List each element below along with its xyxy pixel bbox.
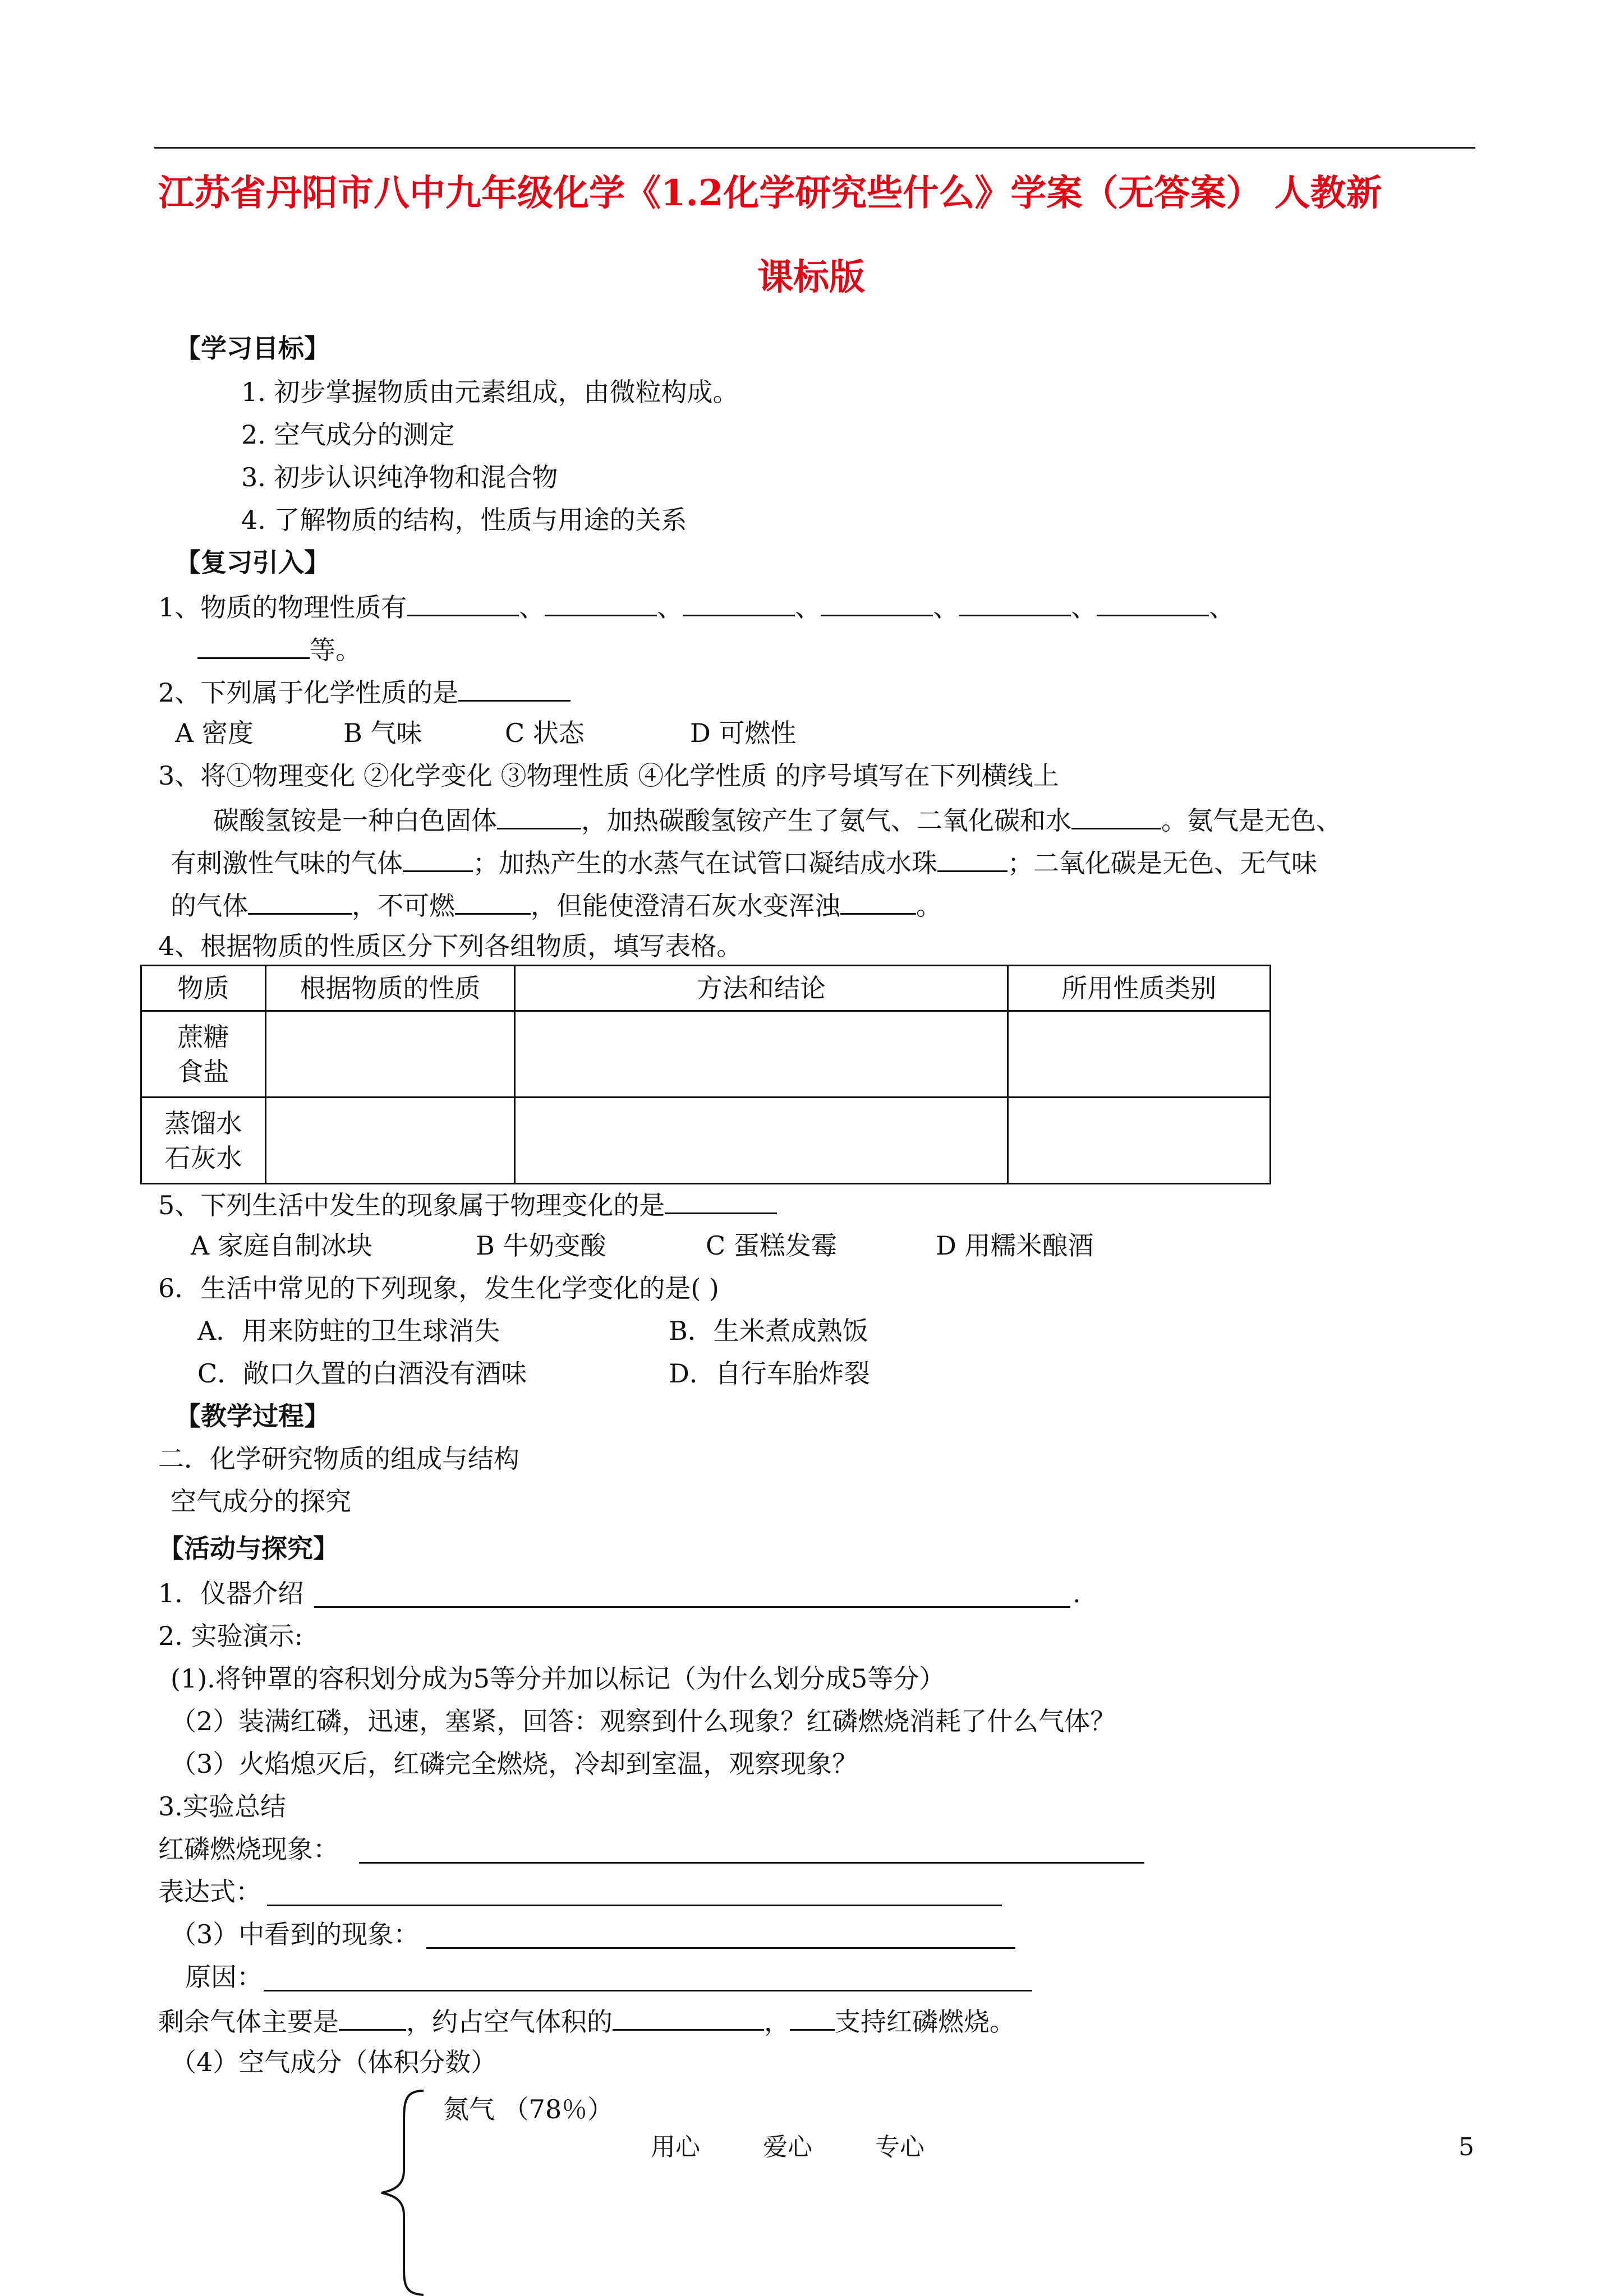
table-header: 方法和结论 — [515, 966, 1008, 1011]
air-composition-heading: （4）空气成分（体积分数） — [171, 2047, 497, 2077]
table-cell-input[interactable] — [515, 1011, 1008, 1098]
left-brace-icon — [370, 2086, 438, 2296]
q2-option-a: A 密度 — [175, 718, 254, 748]
footer-slogan-1: 用心 — [651, 2133, 700, 2161]
goal-item-4: 4. 了解物质的结构，性质与用途的关系 — [241, 505, 687, 535]
table-cell-input[interactable] — [265, 1098, 514, 1184]
answer-blank[interactable] — [959, 588, 1071, 616]
properties-table — [140, 965, 1271, 1184]
review-question-4: 4、根据物质的性质区分下列各组物质，填写表格。 — [158, 931, 743, 961]
goal-item-1: 1. 初步掌握物质由元素组成，由微粒构成。 — [241, 377, 739, 407]
table-cell-substance: 蔗糖 食盐 — [141, 1011, 266, 1098]
answer-blank[interactable] — [455, 886, 531, 915]
q2-option-b: B 气味 — [343, 718, 422, 748]
reason-label: 原因： — [185, 1962, 263, 1992]
q5-option-a: A 家庭自制冰块 — [191, 1230, 372, 1261]
q2-option-d: D 可燃性 — [690, 718, 797, 748]
answer-blank[interactable] — [497, 801, 581, 829]
answer-blank[interactable] — [545, 588, 657, 616]
table-cell-input[interactable] — [265, 1011, 514, 1098]
answer-line[interactable] — [267, 1905, 1002, 1906]
answer-blank[interactable] — [613, 2002, 764, 2031]
demo-heading: 2. 实验演示: — [158, 1621, 303, 1651]
answer-line[interactable] — [359, 1862, 1144, 1864]
q6-option-d: D．自行车胎炸裂 — [669, 1358, 870, 1389]
review-question-5: 5、下列生活中发生的现象属于物理变化的是 — [158, 1186, 777, 1223]
demo-step-2: （2）装满红磷，迅速，塞紧，回答：观察到什么现象？红磷燃烧消耗了什么气体？ — [171, 1706, 1116, 1736]
answer-blank[interactable] — [458, 673, 571, 702]
answer-line[interactable] — [314, 1606, 1070, 1608]
remaining-gas: 剩余气体主要是 ，约占空气体积的 ， 支持红磷燃烧。 — [158, 2002, 1015, 2039]
q3-line-2: 有刺激性气味的气体 ；加热产生的水蒸气在试管口凝结成水珠 ；二氧化碳是无色、无气味 — [171, 843, 1317, 880]
goal-item-3: 3. 初步认识纯净物和混合物 — [241, 462, 558, 492]
document-title-line1: 江苏省丹阳市八中九年级化学《1.2化学研究些什么》学案（无答案） 人教新 — [158, 172, 1382, 214]
table-header: 根据物质的性质 — [265, 966, 514, 1011]
subsection-title: 空气成分的探究 — [171, 1486, 351, 1516]
page-number: 5 — [1459, 2133, 1474, 2161]
review-question-2: 2、下列属于化学性质的是 — [158, 673, 571, 710]
review-question-1-cont: 等。 — [197, 630, 361, 667]
table-header: 所用性质类别 — [1007, 966, 1270, 1011]
expression-label: 表达式： — [158, 1877, 261, 1907]
process-heading: 【教学过程】 — [175, 1401, 330, 1431]
q5-option-d: D 用糯米酿酒 — [936, 1230, 1094, 1261]
q5-option-c: C 蛋糕发霉 — [706, 1230, 837, 1261]
review-question-6: 6．生活中常见的下列现象，发生化学变化的是( ) — [158, 1273, 719, 1303]
instrument-intro-end: . — [1073, 1578, 1081, 1608]
answer-blank[interactable] — [790, 2002, 835, 2031]
answer-blank[interactable] — [683, 588, 795, 616]
answer-line[interactable] — [426, 1947, 1015, 1949]
table-row — [141, 1011, 1271, 1098]
answer-blank[interactable] — [407, 588, 519, 616]
seen-label: （3）中看到的现象： — [171, 1919, 420, 1949]
phenomenon-label: 红磷燃烧现象： — [158, 1834, 339, 1864]
q3-line-3: 的气体 ，不可燃 ，但能使澄清石灰水变浑浊 。 — [171, 886, 942, 923]
review-question-1: 1、物质的物理性质有 、 、 、 、 、 、 — [158, 588, 1235, 625]
review-heading: 【复习引入】 — [175, 547, 330, 578]
nitrogen-item: 氮气 （78％） — [443, 2094, 614, 2124]
footer-slogan-3: 专心 — [875, 2133, 924, 2161]
footer-slogan-2: 爱心 — [763, 2133, 812, 2161]
q6-option-a: A．用来防蛀的卫生球消失 — [197, 1316, 500, 1346]
q2-option-c: C 状态 — [505, 718, 585, 748]
answer-blank[interactable] — [821, 588, 933, 616]
review-question-3: 3、将①物理变化 ②化学变化 ③物理性质 ④化学性质 的序号填写在下列横线上 — [158, 760, 1059, 791]
table-cell-input[interactable] — [1007, 1098, 1270, 1184]
q5-option-b: B 牛奶变酸 — [476, 1230, 606, 1261]
answer-blank[interactable] — [937, 843, 1007, 872]
answer-blank[interactable] — [840, 886, 916, 915]
demo-step-1: (1).将钟罩的容积划分成为5等分并加以标记（为什么划分成5等分） — [171, 1663, 945, 1694]
goals-heading: 【学习目标】 — [175, 333, 330, 363]
table-header-row — [141, 966, 1271, 1011]
q6-option-b: B．生米煮成熟饭 — [669, 1316, 868, 1346]
answer-blank[interactable] — [1071, 801, 1161, 829]
answer-blank[interactable] — [248, 886, 352, 915]
activity-heading: 【活动与探究】 — [158, 1533, 339, 1564]
answer-line[interactable] — [264, 1990, 1032, 1991]
answer-blank[interactable] — [1097, 588, 1209, 616]
section-title: 二．化学研究物质的组成与结构 — [158, 1444, 519, 1474]
instrument-intro: 1．仪器介绍 — [158, 1578, 304, 1608]
header-rule — [154, 147, 1475, 149]
q6-option-c: C．敞口久置的白酒没有酒味 — [197, 1358, 527, 1389]
table-header: 物质 — [141, 966, 266, 1011]
answer-blank[interactable] — [339, 2002, 406, 2031]
answer-blank[interactable] — [197, 630, 310, 659]
answer-blank[interactable] — [403, 843, 473, 872]
demo-step-3: （3）火焰熄灭后，红磷完全燃烧，冷却到室温，观察现象？ — [171, 1749, 858, 1779]
summary-heading: 3.实验总结 — [158, 1791, 286, 1822]
document-title-line2: 课标版 — [757, 256, 865, 298]
table-cell-input[interactable] — [1007, 1011, 1270, 1098]
table-cell-substance: 蒸馏水 石灰水 — [141, 1098, 266, 1184]
table-row — [141, 1098, 1271, 1184]
q3-line-1: 碳酸氢铵是一种白色固体 ，加热碳酸氢铵产生了氨气、二氧化碳和水 。氨气是无色、 — [213, 801, 1342, 838]
goal-item-2: 2. 空气成分的测定 — [241, 419, 455, 450]
table-cell-input[interactable] — [515, 1098, 1008, 1184]
answer-blank[interactable] — [665, 1186, 777, 1214]
